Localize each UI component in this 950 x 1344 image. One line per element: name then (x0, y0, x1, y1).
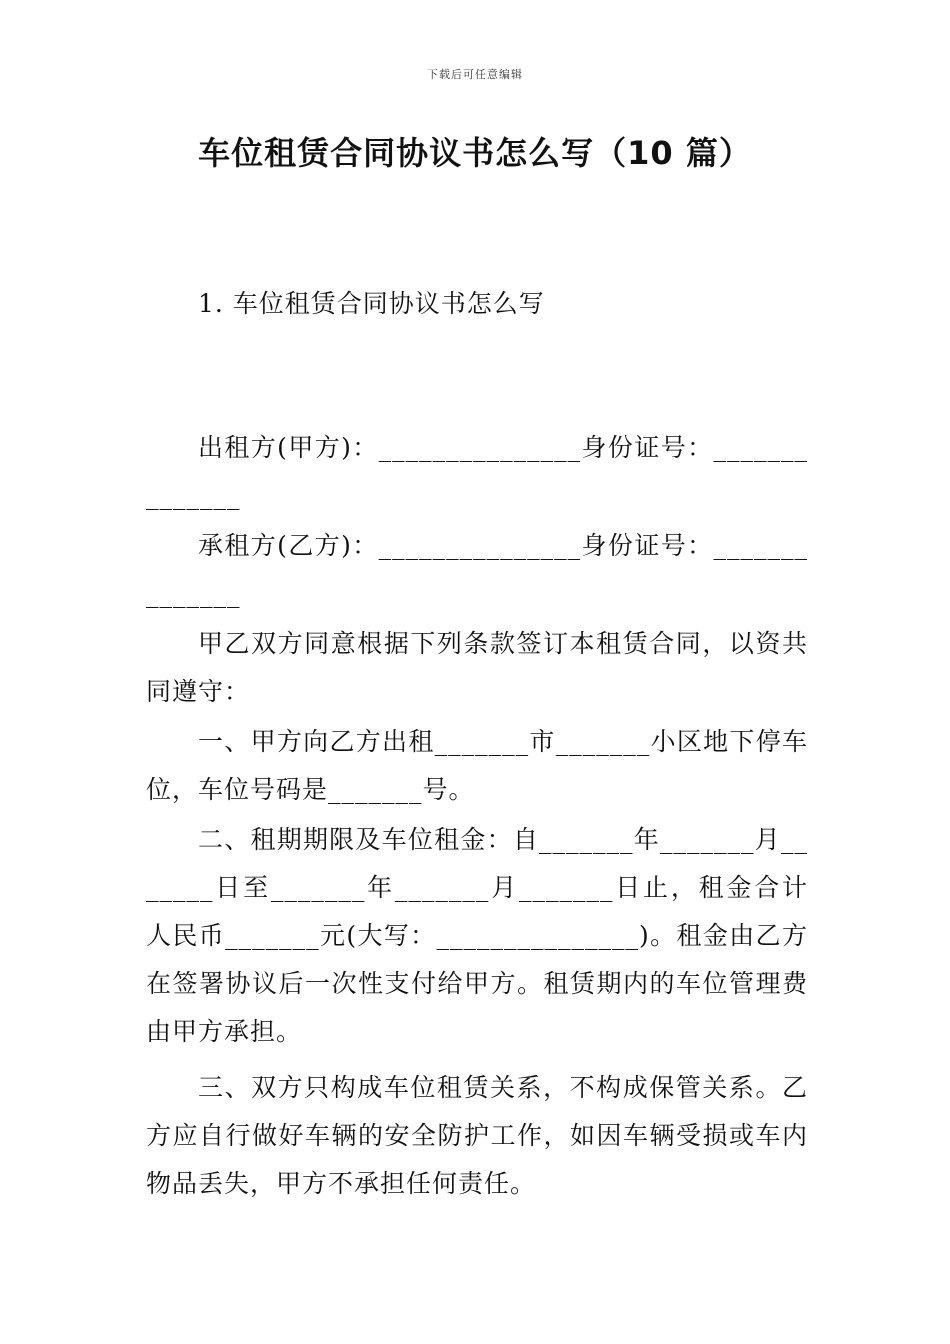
clause-three-paragraph: 三、双方只构成车位租赁关系，不构成保管关系。乙方应自行做好车辆的安全防护工作，如因车辆受损或车内物品丢失，甲方不承担任何责任。 (146, 1073, 808, 1198)
agreement-paragraph: 甲乙双方同意根据下列条款签订本租赁合同，以资共同遵守： (146, 629, 808, 706)
lessor-paragraph: 出租方(甲方)：_______________身份证号：______________ (146, 433, 808, 510)
section-heading: 1. 车位租赁合同协议书怎么写 (198, 289, 545, 318)
lessee-paragraph: 承租方(乙方)：_______________身份证号：______________ (146, 531, 808, 608)
document-title: 车位租赁合同协议书怎么写（10 篇） (198, 134, 752, 172)
clause-two-paragraph: 二、租期期限及车位租金：自_______年_______月_______日至_______年_______月_______日止，租金合计人民币_______元(大写：_______________)。租金由乙方在签署协议后一次性支付给甲方。租赁期内的车位管理费由甲方承担。 (146, 825, 808, 1046)
clause-one-paragraph: 一、甲方向乙方出租_______市_______小区地下停车位，车位号码是_______号。 (146, 727, 808, 804)
header-note: 下载后可任意编辑 (427, 68, 523, 81)
